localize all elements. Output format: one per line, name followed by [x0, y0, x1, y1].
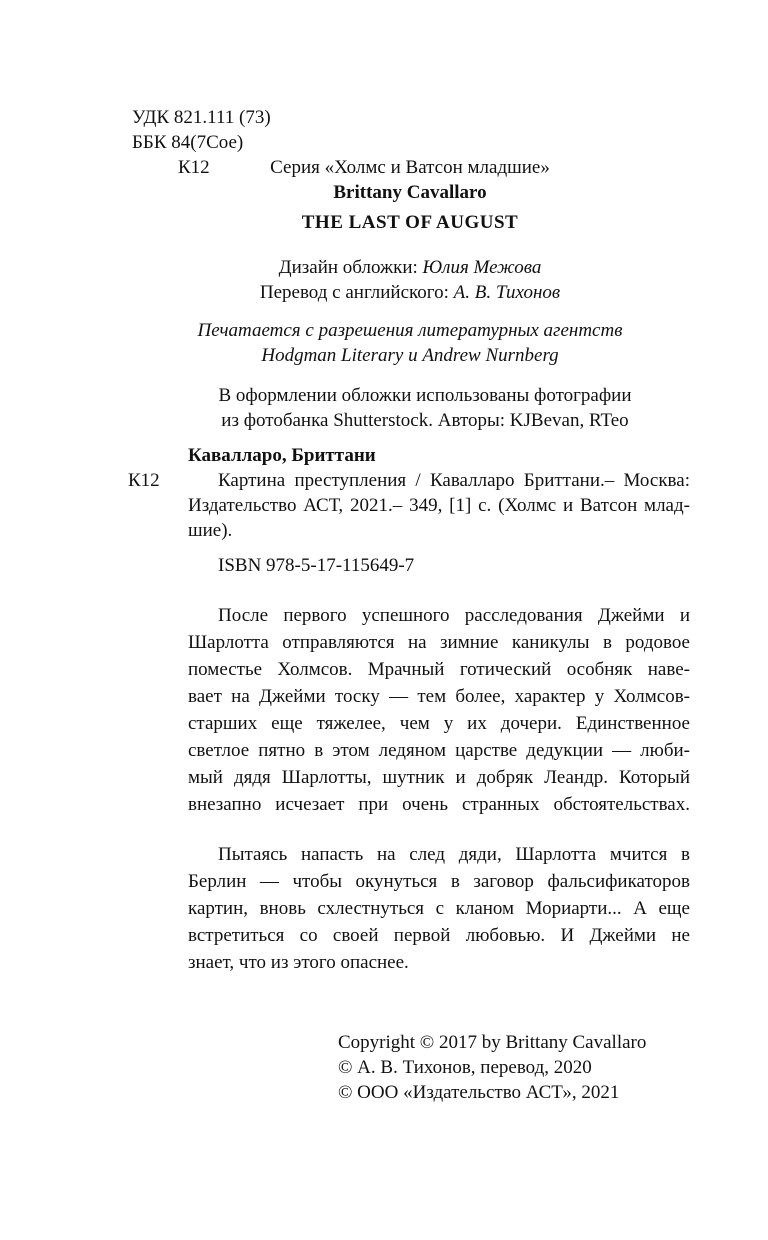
copyright-line-3: © ООО «Издательство АСТ», 2021 [338, 1082, 620, 1103]
translation-line [200, 280, 620, 306]
annotation-line: вает на Джейми тоску — тем более, характер у Холмсов- [188, 686, 690, 707]
copyright-line-1: Copyright © 2017 by Brittany Cavallaro [338, 1032, 647, 1053]
isbn: ISBN 978-5-17-115649-7 [218, 555, 415, 576]
annotation-line: поместье Холмсов. Мрачный готический особняк наве- [188, 659, 690, 680]
annotation-line: знает, что из этого опаснее. [188, 952, 409, 973]
annotation-line: Берлин — чтобы окунуться в заговор фальсификаторов [188, 871, 690, 892]
catalog-author-heading: Кавалларо, Бриттани [188, 445, 376, 466]
photo-credit-line-2: из фотобанка Shutterstock. Авторы: KJBevan, RTeo [221, 410, 629, 431]
author-name: Brittany Cavallaro [333, 182, 487, 203]
annotation-line: Шарлотта отправляются на зимние каникулы в родовое [188, 632, 690, 653]
catalog-line-1: Картина преступления / Кавалларо Бриттани.– Москва: [218, 470, 690, 491]
bbk-code: ББК 84(7Сое) [132, 132, 244, 153]
annotation-line: После первого успешного расследования Джейми и [218, 605, 690, 626]
annotation-line: мый дядя Шарлотты, шутник и добряк Леандр. Который [188, 767, 690, 788]
photo-credit-line-1: В оформлении обложки использованы фотографии [218, 385, 632, 406]
catalog-line-3: шие). [188, 520, 233, 541]
udk-code: УДК 821.111 (73) [132, 107, 271, 128]
series-line: Серия «Холмс и Ватсон младшие» [270, 157, 550, 178]
annotation-line: светлое пятно в этом ледяном царстве дедукции — люби- [188, 740, 690, 761]
permission-line-2: Hodgman Literary и Andrew Nurnberg [261, 345, 559, 366]
annotation-line: внезапно исчезает при очень странных обстоятельствах. [188, 794, 690, 815]
translation-name: А. В. Тихонов [453, 282, 561, 303]
catalog-line-2: Издательство АСТ, 2021.– 349, [1] с. (Холмс и Ватсон млад- [188, 495, 690, 516]
cover-design-line [200, 255, 620, 281]
cover-design-name: Юлия Межова [422, 257, 542, 278]
annotation-line: картин, вновь схлестнуться с кланом Мориарти... А еще [188, 898, 690, 919]
copyright-line-2: © А. В. Тихонов, перевод, 2020 [338, 1057, 592, 1078]
book-title: THE LAST OF AUGUST [301, 212, 519, 233]
permission-line-1: Печатается с разрешения литературных агентств [197, 320, 623, 341]
annotation-line: встретиться со своей первой любовью. И Джейми не [188, 925, 690, 946]
cover-design-label: Дизайн обложки: [278, 257, 423, 278]
catalog-code: К12 [128, 470, 160, 491]
annotation-line: старших еще тяжелее, чем у их дочери. Единственное [188, 713, 690, 734]
annotation-line: Пытаясь напасть на след дяди, Шарлотта мчится в [218, 844, 690, 865]
author-mark-code: К12 [178, 157, 210, 178]
translation-label: Перевод с английского: [259, 282, 454, 303]
